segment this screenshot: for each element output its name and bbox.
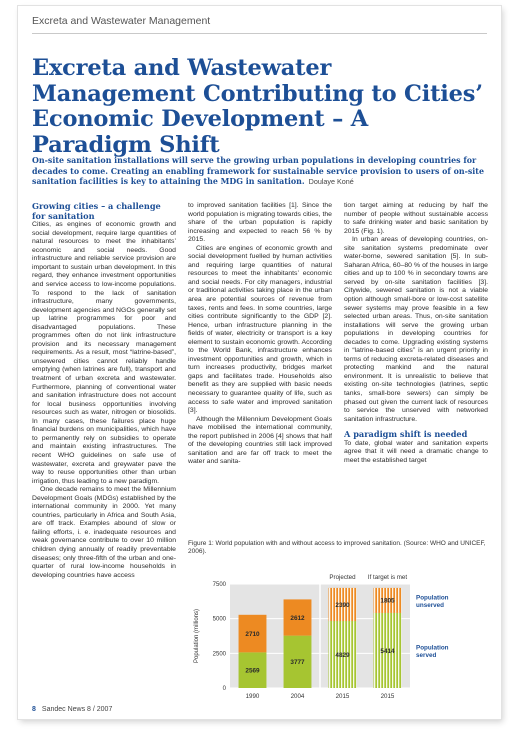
column-1 [32, 202, 176, 702]
header-rule [32, 33, 487, 34]
section-header: Excreta and Wastewater Management [32, 15, 211, 27]
figure-caption: Figure 1: World population with and without access to improved sanitation. (Source: WHO and UNICEF, 2006). [188, 540, 486, 556]
column-2 [188, 202, 332, 516]
data-label: 2390 [335, 601, 350, 609]
legend-served-line-1: Population [416, 644, 449, 652]
data-label: 3777 [290, 659, 305, 667]
legend-served-line-2: served [416, 651, 437, 659]
data-label: 1805 [380, 597, 395, 605]
x-tick-label: 2015 [335, 693, 350, 700]
publication-name: Sandec News 8 / 2007 [41, 706, 113, 713]
y-axis-label: Population (millions) [194, 608, 200, 664]
data-label: 5414 [380, 647, 395, 655]
page-number: 8 [32, 706, 36, 713]
y-tick-label: 5000 [212, 616, 226, 623]
column-3 [344, 202, 488, 533]
y-tick-label: 2500 [212, 651, 226, 658]
data-label: 2612 [290, 614, 305, 622]
lead-text: On-site sanitation installations will serve the growing urban populations in developing countries for decades to come. Creating an enabling framework for sustainable service provision to users of on-site sanitation facilities is key to attaining the MDG in sanitation. [32, 156, 484, 187]
figure-1 [188, 540, 488, 710]
article-title: Excreta and Wastewater Management Contributing to Cities’ Economic Development – A Paradigm Shift [32, 55, 483, 158]
data-label: 2710 [245, 630, 260, 638]
x-tick-label: 2004 [290, 693, 305, 700]
article-lead [32, 156, 490, 188]
data-label: 4829 [335, 651, 350, 659]
col2-paragraph-2: Cities are engines of economic growth and social development fuelled by human activities and requiring large quantities of natural resources to meet the inhabitants’ economic and social needs. For city managers, industrial or traditional activities taking place in the urban area are potential sources of revenue from taxes, rents and fees. In some countries, large cities contribute significantly to the GDP [2]. Hence, urban infrastructure planning in the fields of water, electricity or transport is a key element to sustain economic growth. According to the World Bank, infrastructure enhances investment opportunities and growth, which in turn increases productivity, bridges market gaps and facilitates trade. Households also benefit as they are supplied with basic needs necessary to guarantee quality of life, such as access to safe water and improved sanitation [3]. [188, 244, 332, 415]
magazine-page [18, 6, 501, 719]
x-tick-label: 1990 [245, 693, 260, 700]
col2-paragraph-1: to improved sanitation facilities [1]. Since the world population is migrating towards cities, the share of the urban population is rapidly increasing and expected to reach 56 % by 2015. [188, 202, 332, 244]
heading-paradigm-shift: A paradigm shift is needed [344, 429, 468, 440]
col1-paragraph-1: Cities, as engines of economic growth and social development, require large quantities of natural resources to meet the inhabitants’ economic and social needs. Good infrastructure and reliable service provision are important to sustain urban development. In this regard, they enhance investment opportunities and service access to low-income populations. To respond to the lack of sanitation infrastructure, many governments, development agencies and NGOs generally set up latrine programmes for poor and disadvantaged populations. These programmes often do not link infrastructure provision and its necessary management requirements. As a result, most “latrine-based”, unsewered cities cannot reliably handle emptying (when latrines are full), transport and treatment of urban excreta and wastewater. Furthermore, planning of conventional water and sanitation infrastructure does not account for local business opportunities involving resources such as water, nitrogen or biosolids. In many cases, these failures place huge financial burdens on municipalities, which have to permanently rely on subsidies to operate and maintain existing infrastructures. The recent WHO guidelines on safe use of wastewater, excreta and greywater pave the way to reuse opportunities other than urban irrigation, thus leading to a new paradigm. [32, 221, 176, 485]
data-label: 2569 [245, 667, 260, 675]
legend-unserved-line-1: Population [416, 594, 449, 602]
page-footer [32, 706, 112, 713]
col2-paragraph-3: Although the Millennium Development Goals have mobilised the international community, the report published in 2006 [4] shows that half of the developing countries still lack improved sanitation and are far off track to meet the water and sanita- [188, 415, 332, 466]
y-tick-label: 0 [222, 686, 226, 692]
col1-paragraph-2: One decade remains to meet the Millennium Development Goals (MDGs) established by the international community in 2000. Yet many countries, particularly in Africa and South Asia, are off track. Examples abound of slow or failing efforts, i. e. inadequate resources and weak governance contribute to over 10 million children dying annually of readily preventable diseases; only three-fifth of the urban and one-quarter of rural low-income households in developing countries have access [32, 486, 176, 579]
col3-paragraph-3: To date, global water and sanitation experts agree that it will need a dramatic change to meet the established target [344, 439, 488, 464]
y-tick-label: 7500 [212, 582, 226, 588]
group-label: Projected [329, 574, 356, 581]
sanitation-chart [188, 562, 488, 708]
col3-paragraph-1: tion target aiming at reducing by half the number of people without sustainable access to safe drinking water and basic sanitation by 2015 (Fig. 1). [344, 202, 488, 235]
col3-paragraph-2: In urban areas of developing countries, on-site sanitation systems predominate over water-borne, sewered sanitation [5]. In sub-Saharan Africa, 60–80 % of the houses in large cities and up to 100 % in secondary towns are served by on-site sanitation facilities [3]. Citywide, sewered sanitation is not a viable option although small-bore or low-cost satellite sewer systems may prove feasible in a few selected urban areas. Thus, on-site sanitation installations will serve the growing urban populations in developing countries for decades to come. Upgrading existing systems in “latrine-based cities” is an urgent priority in terms of reducing excreta-related diseases and protecting mankind and the natural environment. It is unrealistic to believe that existing on-site technologies (latrines, septic tanks, small-bore sewers) can simply be phased out given the current lack of resources to service the unserved with networked sanitation infrastructure. [344, 236, 488, 423]
x-tick-label: 2015 [380, 693, 395, 700]
heading-growing-cities: Growing cities – a challenge for sanitation [32, 202, 161, 221]
author: Doulaye Koné [308, 177, 354, 187]
legend-unserved-line-2: unserved [416, 601, 444, 609]
group-label: If target is met [367, 574, 408, 581]
